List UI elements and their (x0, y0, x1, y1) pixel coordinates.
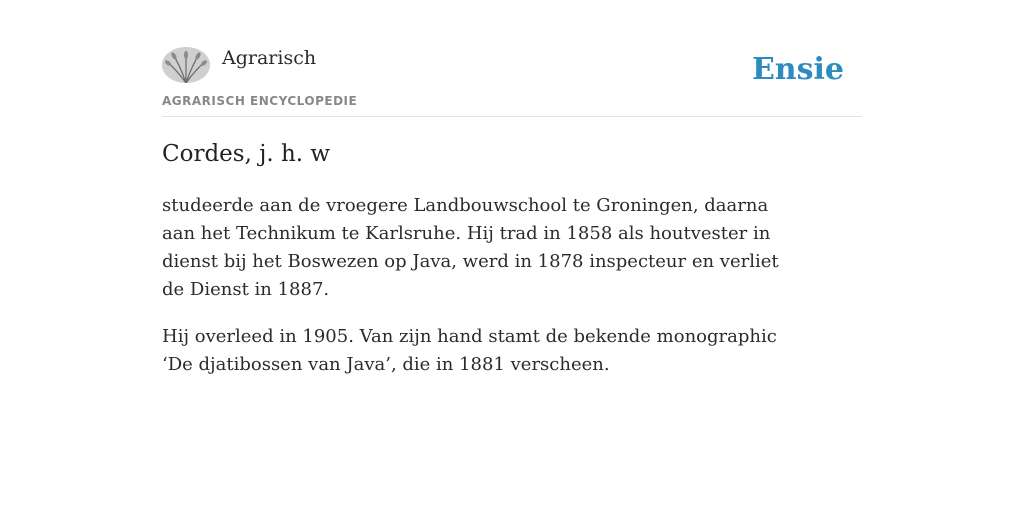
article-paragraph: Hij overleed in 1905. Van zijn hand stamt de bekende monographic ‘De djatibossen van Java’, die in 1881 verscheen. (162, 326, 777, 375)
article-title: Cordes, j. h. w (162, 141, 331, 167)
header (162, 40, 862, 117)
article-paragraph: studeerde aan de vroegere Landbouwschool te Groningen, daarna aan het Technikum te Karlsruhe. Hij trad in 1858 als houtvester in dienst bij het Boswezen op Java, werd in 1878 inspecteur en verliet de Dienst in 1887. (162, 195, 779, 300)
source-name[interactable]: Agrarisch (222, 47, 317, 69)
brand-logo[interactable]: Ensie (751, 52, 844, 87)
wheat-icon[interactable] (162, 47, 210, 83)
source-subtitle: AGRARISCH ENCYCLOPEDIE (162, 94, 358, 108)
article-body (162, 192, 802, 398)
